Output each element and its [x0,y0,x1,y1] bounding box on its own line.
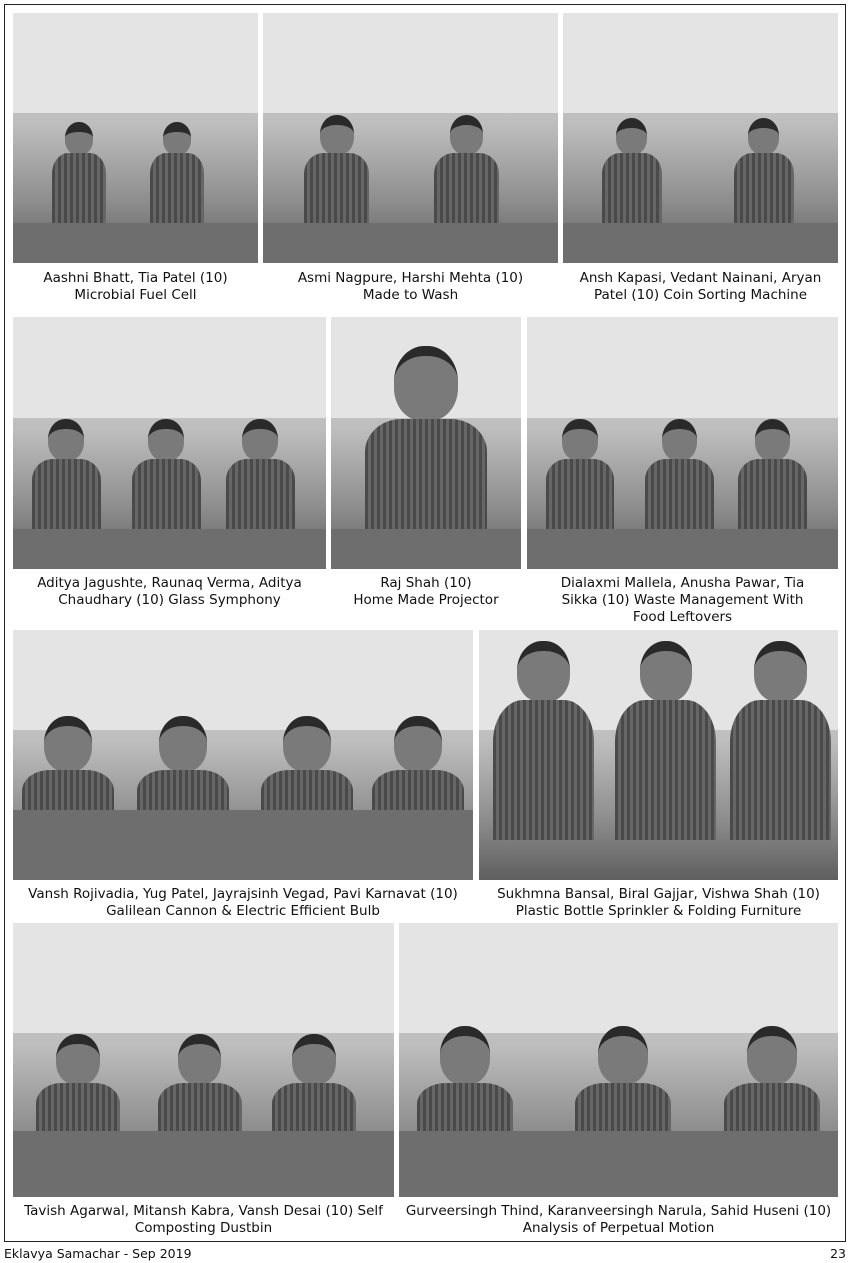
caption-line: Dialaxmi Mallela, Anusha Pawar, Tia [560,575,805,591]
caption-line: Microbial Fuel Cell [74,287,197,303]
caption-line: Aditya Jagushte, Raunaq Verma, Aditya [37,575,302,591]
caption-glass-symphony [13,575,326,609]
caption-line: Analysis of Perpetual Motion [522,1220,715,1236]
photo-composting-dustbin [13,923,394,1197]
publication-name: Eklavya Samachar - Sep 2019 [4,1246,192,1261]
caption-line: Sukhmna Bansal, Biral Gajjar, Vishwa Shah (10) [497,886,820,902]
caption-waste-management [527,575,838,626]
photo-made-to-wash [263,13,558,263]
caption-line: Asmi Nagpure, Harshi Mehta (10) [297,270,524,286]
caption-line: Sikka (10) Waste Management With [561,592,804,608]
caption-line: Chaudhary (10) Glass Symphony [58,592,281,608]
photo-perpetual-motion [399,923,838,1197]
caption-bottle-sprinkler [479,886,838,920]
caption-line: Gurveersingh Thind, Karanveersingh Narula, Sahid Huseni (10) [405,1203,832,1219]
photo-galilean-cannon [13,630,473,880]
photo-glass-symphony [13,317,326,569]
caption-home-made-projector [331,575,521,609]
photo-home-made-projector [331,317,521,569]
caption-line: Made to Wash [362,287,459,303]
caption-line: Galilean Cannon & Electric Efficient Bulb [106,903,380,919]
caption-microbial-fuel-cell [13,270,258,304]
photo-waste-management [527,317,838,569]
caption-line: Raj Shah (10) [380,575,472,591]
caption-coin-sorting-machine [563,270,838,304]
caption-galilean-cannon [13,886,473,920]
caption-line: Composting Dustbin [134,1220,273,1236]
photo-coin-sorting-machine [563,13,838,263]
caption-perpetual-motion [399,1203,838,1237]
caption-line: Patel (10) Coin Sorting Machine [593,287,808,303]
caption-line: Vansh Rojivadia, Yug Patel, Jayrajsinh Vegad, Pavi Karnavat (10) [28,886,458,902]
caption-line: Plastic Bottle Sprinkler & Folding Furniture [515,903,802,919]
caption-made-to-wash [263,270,558,304]
caption-line: Ansh Kapasi, Vedant Nainani, Aryan [579,270,822,286]
page-number: 23 [830,1246,846,1261]
caption-composting-dustbin [13,1203,394,1237]
caption-line: Tavish Agarwal, Mitansh Kabra, Vansh Desai (10) Self [24,1203,383,1219]
photo-bottle-sprinkler [479,630,838,880]
caption-line: Aashni Bhatt, Tia Patel (10) [43,270,228,286]
photo-microbial-fuel-cell [13,13,258,263]
caption-line: Home Made Projector [353,592,499,608]
caption-line: Food Leftovers [632,609,733,625]
